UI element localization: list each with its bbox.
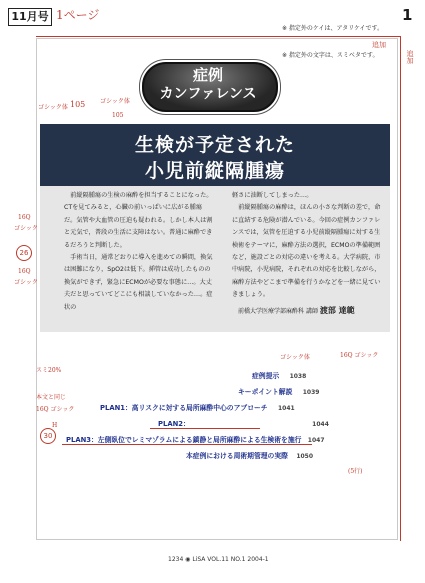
annotation-number: 105 — [112, 112, 124, 119]
page-handwritten-note: 1ページ — [56, 8, 100, 22]
annotation-size: 16Q — [18, 214, 31, 221]
lead-right-column: 軽さに油断してしまった…。 前縦隔腫瘍の麻酔は，ほんの小さな判断の差で，命に直結する危険が潜んでいる。今回の症例カンファレンスでは，気管を圧迫する小児前縦隔腫瘍に対する生検術をテーマに，麻酔方法の選択，ECMOの準備範囲など，施設ごとの対応の違いを考える。大学病院，市中病院，小児病院，それぞれの対応を比較しながら，麻酔方法やどこまで準備を行うかなどを一緒に見ていきましょう。 — [232, 192, 381, 299]
annotation-note: 16Q ゴシック — [36, 406, 75, 413]
annotation-font: ゴシック — [14, 225, 38, 232]
annotation-note: (5行) — [348, 468, 363, 475]
toc-page: 1041 — [277, 405, 295, 412]
toc-underline — [150, 428, 260, 429]
toc-label: PLAN3：左側臥位でレミマゾラムによる鎮静と局所麻酔による生検術を施行 — [66, 436, 302, 444]
badge-line1: 症例 — [192, 66, 223, 84]
annotation-add-margin: 追加 — [406, 50, 414, 64]
badge-line2: カンファレンス — [159, 86, 257, 102]
issue-month-label: 11月号 — [8, 8, 52, 26]
author-name: 渡部 達範 — [319, 306, 355, 315]
annotation-note: ゴシック体 — [280, 354, 310, 361]
annotation-number: 105 — [70, 100, 86, 109]
annotation-tone: スミ20% — [36, 367, 62, 374]
toc-label: キーポイント解説 — [238, 388, 293, 396]
toc-item — [238, 386, 319, 396]
toc-item — [158, 418, 329, 428]
annotation-size: 16Q — [18, 268, 31, 275]
author-role: 講師 — [305, 308, 318, 315]
toc-label: 症例提示 — [252, 372, 280, 380]
annotation-note: 16Q ゴシック — [340, 352, 379, 359]
author-line — [238, 305, 355, 316]
annotation-note: 本文と同じ — [36, 394, 67, 401]
author-affiliation: 前橋大学医療学部麻酔科 — [238, 308, 305, 315]
page-footer: 1234 ◉ LiSA VOL.11 NO.1 2004-1 — [168, 556, 269, 563]
toc-item — [100, 402, 295, 412]
toc-page: 1038 — [289, 373, 307, 380]
annotation-circle-tag: H — [52, 422, 58, 429]
toc-page: 1044 — [312, 421, 329, 428]
article-title-line2: 小児前縦隔腫瘍 — [144, 160, 285, 182]
annotation-note: ゴシック体 — [38, 104, 68, 111]
instruction-note: ※ 指定外のケイは、アタリケイです。 — [282, 25, 384, 32]
toc-label: 本症例における周術期管理の実際 — [186, 452, 288, 460]
instruction-note: ※ 指定外の文字は、スミベタです。 — [282, 52, 379, 59]
toc-label: PLAN2： — [158, 420, 190, 428]
annotation-add: 追加 — [372, 41, 386, 49]
red-margin-line — [36, 36, 400, 37]
toc-page: 1050 — [296, 453, 314, 460]
annotation-circle: 30 — [40, 428, 56, 444]
toc-page: 1047 — [307, 437, 325, 444]
annotation-note: ゴシック体 — [100, 98, 130, 105]
annotation-font: ゴシック — [14, 279, 38, 286]
lead-left-column: 前縦隔腫瘍の生検の麻酔を担当することになった。CTを見てみると，心臓の前いっぱいに広がる腫瘍だ。気管や大血管の圧迫も疑われる。しかし本人は割と元気で，普段の生活に支障はない。普通に麻酔できるだろうと判断した。 手術当日，通常どおりに導入を進めての瞬間，換気は困難になり，SpO2は低下。挿管は成功したものの換気ができず，緊急にECMOが必要な事態に…。大丈夫だと思っていてどこにも相談していなかった…。症状の — [64, 192, 213, 311]
page-number: 1 — [402, 6, 413, 24]
toc-item — [66, 434, 325, 444]
toc-page: 1039 — [302, 389, 320, 396]
annotation-circle: 26 — [16, 245, 32, 261]
toc-underline — [62, 444, 312, 445]
toc-label: PLAN1：高リスクに対する局所麻酔中心のアプローチ — [100, 404, 268, 412]
toc-item — [252, 370, 306, 380]
article-title-line1: 生検が予定された — [134, 134, 295, 156]
red-margin-line — [400, 36, 401, 541]
toc-item — [186, 450, 313, 460]
